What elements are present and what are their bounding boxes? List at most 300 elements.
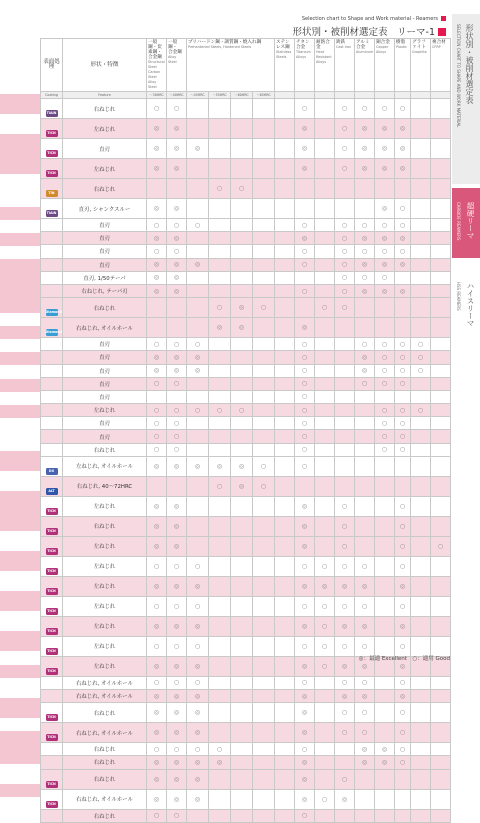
suitability-mark bbox=[355, 476, 375, 496]
suitability-mark: ◎ bbox=[147, 703, 167, 723]
suitability-mark bbox=[411, 119, 431, 139]
coating-badge-icon: Diamond bbox=[45, 330, 62, 335]
coating-cell bbox=[41, 271, 63, 284]
suitability-mark: ○ bbox=[395, 496, 411, 516]
suitability-mark bbox=[411, 556, 431, 576]
suitability-mark bbox=[375, 789, 395, 809]
suitability-mark bbox=[375, 456, 395, 476]
suitability-mark bbox=[431, 179, 451, 199]
suitability-mark: ◎ bbox=[187, 656, 209, 676]
suitability-mark bbox=[187, 430, 209, 443]
suitability-mark: ○ bbox=[355, 271, 375, 284]
suitability-mark: ◎ bbox=[187, 139, 209, 159]
pink-row-band bbox=[0, 293, 40, 313]
suitability-mark: ◎ bbox=[209, 318, 231, 338]
suitability-mark bbox=[431, 318, 451, 338]
coating-cell bbox=[41, 404, 63, 417]
suitability-mark: ○ bbox=[295, 99, 315, 119]
feature-cell: 左ねじれ, オイルホール bbox=[63, 456, 147, 476]
suitability-mark bbox=[231, 159, 253, 179]
suitability-mark bbox=[231, 809, 253, 822]
table-row bbox=[41, 576, 451, 596]
suitability-mark bbox=[295, 298, 315, 318]
coating-cell bbox=[41, 536, 63, 556]
suitability-mark: ◎ bbox=[167, 576, 187, 596]
suitability-mark bbox=[335, 318, 355, 338]
coating-badge-icon: TiCN bbox=[47, 548, 56, 553]
suitability-mark: ◎ bbox=[355, 756, 375, 769]
suitability-mark: ○ bbox=[147, 596, 167, 616]
coating-cell bbox=[41, 119, 63, 139]
suitability-mark: ◎ bbox=[355, 119, 375, 139]
coating-badge-icon: DX bbox=[46, 468, 58, 475]
suitability-mark: ◎ bbox=[147, 616, 167, 636]
coating-badge-icon: Diamond bbox=[45, 310, 62, 315]
group-header-aluminum: アルミ合金 Aluminum bbox=[355, 39, 375, 92]
suitability-mark: ○ bbox=[167, 809, 187, 822]
suitability-mark bbox=[375, 179, 395, 199]
suitability-mark bbox=[275, 430, 295, 443]
suitability-mark: ◎ bbox=[147, 496, 167, 516]
suitability-mark bbox=[231, 364, 253, 377]
feature-cell: 直刃 bbox=[63, 139, 147, 159]
suitability-mark: ○ bbox=[375, 377, 395, 390]
suitability-mark bbox=[253, 443, 275, 456]
suitability-mark: ○ bbox=[395, 99, 411, 119]
coating-cell bbox=[41, 476, 63, 496]
suitability-mark: ◎ bbox=[167, 456, 187, 476]
suitability-mark bbox=[315, 536, 335, 556]
suitability-mark bbox=[431, 723, 451, 743]
suitability-mark bbox=[253, 219, 275, 232]
pink-row-band bbox=[0, 207, 40, 220]
suitability-mark: ○ bbox=[167, 99, 187, 119]
suitability-mark: ○ bbox=[187, 636, 209, 656]
table-row bbox=[41, 390, 451, 403]
suitability-mark bbox=[411, 743, 431, 756]
suitability-mark bbox=[315, 723, 335, 743]
table-row bbox=[41, 179, 451, 199]
suitability-mark bbox=[315, 284, 335, 297]
coating-cell bbox=[41, 364, 63, 377]
suitability-mark bbox=[431, 676, 451, 689]
suitability-mark: ○ bbox=[395, 516, 411, 536]
table-row bbox=[41, 119, 451, 139]
suitability-mark bbox=[209, 139, 231, 159]
suitability-mark: ○ bbox=[395, 636, 411, 656]
suitability-mark bbox=[209, 789, 231, 809]
suitability-mark bbox=[275, 576, 295, 596]
suitability-mark bbox=[209, 723, 231, 743]
group-header-cast-iron: 鋳鉄 Cast Iron bbox=[335, 39, 355, 92]
table-row bbox=[41, 199, 451, 219]
suitability-mark: ◎ bbox=[395, 656, 411, 676]
suitability-mark: ◎ bbox=[335, 616, 355, 636]
suitability-mark: ◎ bbox=[355, 139, 375, 159]
suitability-mark bbox=[253, 576, 275, 596]
coating-cell bbox=[41, 99, 63, 119]
suitability-mark bbox=[411, 232, 431, 245]
suitability-mark bbox=[411, 789, 431, 809]
suitability-mark bbox=[275, 258, 295, 271]
feature-cell: 右ねじれ bbox=[63, 516, 147, 536]
suitability-mark bbox=[147, 179, 167, 199]
table-row bbox=[41, 476, 451, 496]
suitability-mark: ◎ bbox=[187, 703, 209, 723]
suitability-mark: ○ bbox=[295, 456, 315, 476]
suitability-mark bbox=[253, 516, 275, 536]
suitability-mark bbox=[209, 516, 231, 536]
suitability-mark: ◎ bbox=[355, 351, 375, 364]
suitability-mark: ○ bbox=[335, 596, 355, 616]
suitability-mark bbox=[253, 159, 275, 179]
feature-cell: 左ねじれ bbox=[63, 576, 147, 596]
suitability-mark: ○ bbox=[335, 284, 355, 297]
suitability-mark bbox=[231, 377, 253, 390]
suitability-mark: ◎ bbox=[167, 723, 187, 743]
suitability-mark bbox=[253, 404, 275, 417]
suitability-mark: ◎ bbox=[355, 284, 375, 297]
suitability-mark: ○ bbox=[395, 756, 411, 769]
suitability-mark: ◎ bbox=[147, 119, 167, 139]
suitability-mark: ○ bbox=[375, 245, 395, 258]
coating-badge-icon: TiAlN bbox=[46, 111, 57, 115]
suitability-mark bbox=[411, 596, 431, 616]
suitability-mark bbox=[187, 284, 209, 297]
suitability-mark bbox=[411, 516, 431, 536]
suitability-mark: ○ bbox=[167, 404, 187, 417]
suitability-mark: ○ bbox=[375, 417, 395, 430]
suitability-mark bbox=[355, 496, 375, 516]
hardness-65: 〜65HRC bbox=[253, 92, 275, 99]
suitability-mark bbox=[315, 258, 335, 271]
suitability-mark bbox=[231, 417, 253, 430]
suitability-mark bbox=[253, 318, 275, 338]
suitability-mark bbox=[411, 179, 431, 199]
suitability-mark bbox=[295, 271, 315, 284]
suitability-mark: ○ bbox=[395, 723, 411, 743]
suitability-mark bbox=[315, 417, 335, 430]
side-tab-hss-reamers[interactable] bbox=[452, 266, 480, 336]
suitability-mark bbox=[275, 318, 295, 338]
suitability-mark: ◎ bbox=[147, 271, 167, 284]
coating-cell bbox=[41, 596, 63, 616]
table-row bbox=[41, 536, 451, 556]
suitability-mark: ◎ bbox=[209, 756, 231, 769]
feature-cell: 右ねじれ bbox=[63, 99, 147, 119]
suitability-mark: ○ bbox=[295, 364, 315, 377]
suitability-mark bbox=[375, 723, 395, 743]
suitability-mark: ○ bbox=[167, 676, 187, 689]
pink-row-band bbox=[0, 698, 40, 718]
suitability-mark: ◎ bbox=[147, 139, 167, 159]
suitability-mark: ◎ bbox=[295, 756, 315, 769]
suitability-mark bbox=[411, 199, 431, 219]
suitability-mark bbox=[315, 516, 335, 536]
suitability-mark: ○ bbox=[147, 404, 167, 417]
suitability-mark bbox=[375, 809, 395, 822]
side-tab-carbide-reamers[interactable] bbox=[452, 188, 480, 258]
suitability-mark: ◎ bbox=[395, 139, 411, 159]
pink-row-band bbox=[0, 784, 40, 797]
suitability-mark bbox=[395, 789, 411, 809]
suitability-mark bbox=[231, 596, 253, 616]
suitability-mark bbox=[411, 616, 431, 636]
suitability-mark bbox=[411, 159, 431, 179]
suitability-mark bbox=[209, 430, 231, 443]
suitability-mark bbox=[431, 596, 451, 616]
pink-row-band bbox=[0, 491, 40, 511]
suitability-mark: ◎ bbox=[295, 576, 315, 596]
suitability-mark bbox=[209, 769, 231, 789]
suitability-mark bbox=[431, 364, 451, 377]
suitability-mark: ○ bbox=[167, 245, 187, 258]
pink-row-band bbox=[0, 451, 40, 471]
suitability-mark bbox=[253, 351, 275, 364]
suitability-mark bbox=[411, 258, 431, 271]
coating-cell bbox=[41, 676, 63, 689]
suitability-mark bbox=[375, 476, 395, 496]
coating-cell bbox=[41, 809, 63, 822]
suitability-mark bbox=[411, 430, 431, 443]
suitability-mark: ○ bbox=[295, 556, 315, 576]
side-tab-selection-chart[interactable] bbox=[452, 14, 480, 184]
suitability-mark bbox=[431, 159, 451, 179]
suitability-mark bbox=[231, 789, 253, 809]
feature-cell: 右ねじれ bbox=[63, 743, 147, 756]
suitability-mark: ◎ bbox=[147, 723, 167, 743]
suitability-mark bbox=[253, 690, 275, 703]
suitability-mark bbox=[209, 703, 231, 723]
suitability-mark bbox=[335, 364, 355, 377]
suitability-mark: ○ bbox=[167, 556, 187, 576]
suitability-mark bbox=[275, 703, 295, 723]
suitability-mark bbox=[231, 636, 253, 656]
feature-cell: 右ねじれ bbox=[63, 756, 147, 769]
suitability-mark: ○ bbox=[147, 809, 167, 822]
suitability-mark bbox=[275, 377, 295, 390]
suitability-mark bbox=[315, 338, 335, 351]
suitability-mark: ◎ bbox=[375, 756, 395, 769]
suitability-mark: ○ bbox=[295, 743, 315, 756]
suitability-mark bbox=[395, 769, 411, 789]
coating-cell bbox=[41, 756, 63, 769]
suitability-mark bbox=[375, 298, 395, 318]
suitability-mark bbox=[275, 596, 295, 616]
suitability-mark bbox=[209, 809, 231, 822]
table-row bbox=[41, 364, 451, 377]
coating-badge-icon: TiCN bbox=[47, 608, 56, 613]
suitability-mark: ○ bbox=[315, 298, 335, 318]
suitability-mark bbox=[187, 199, 209, 219]
suitability-mark: ○ bbox=[295, 284, 315, 297]
table-row bbox=[41, 219, 451, 232]
suitability-mark: ◎ bbox=[147, 536, 167, 556]
suitability-mark bbox=[275, 338, 295, 351]
suitability-mark: ◎ bbox=[167, 119, 187, 139]
hardness-60: 〜60HRC bbox=[231, 92, 253, 99]
feature-cell: 左ねじれ bbox=[63, 656, 147, 676]
hardness-45: 〜45HRC bbox=[187, 92, 209, 99]
suitability-mark: ◎ bbox=[295, 723, 315, 743]
suitability-mark bbox=[431, 690, 451, 703]
suitability-mark bbox=[275, 756, 295, 769]
suitability-mark bbox=[253, 723, 275, 743]
suitability-mark bbox=[275, 390, 295, 403]
suitability-mark: ◎ bbox=[231, 318, 253, 338]
suitability-mark bbox=[253, 656, 275, 676]
suitability-mark: ○ bbox=[395, 351, 411, 364]
suitability-mark bbox=[253, 703, 275, 723]
coating-badge-icon: TiCN bbox=[47, 648, 56, 653]
coating-cell bbox=[41, 430, 63, 443]
group-header-stainless: ステンレス鋼 Stainless Steels bbox=[275, 39, 295, 92]
side-tab-label-jp: 形状別・被削材選定表 bbox=[465, 24, 474, 104]
suitability-mark bbox=[253, 789, 275, 809]
suitability-mark bbox=[187, 318, 209, 338]
feature-cell: 左ねじれ bbox=[63, 596, 147, 616]
suitability-mark: ○ bbox=[395, 199, 411, 219]
suitability-mark bbox=[147, 318, 167, 338]
coating-badge-icon: TiCN bbox=[47, 668, 56, 673]
suitability-mark: ○ bbox=[395, 596, 411, 616]
suitability-mark: ○ bbox=[335, 245, 355, 258]
suitability-mark bbox=[275, 219, 295, 232]
coating-cell bbox=[41, 318, 63, 338]
suitability-mark: ◎ bbox=[355, 656, 375, 676]
suitability-mark: ◎ bbox=[295, 159, 315, 179]
suitability-mark bbox=[275, 159, 295, 179]
suitability-mark bbox=[431, 743, 451, 756]
suitability-mark bbox=[315, 232, 335, 245]
suitability-mark: ◎ bbox=[167, 159, 187, 179]
suitability-mark: ○ bbox=[335, 119, 355, 139]
coating-cell bbox=[41, 298, 63, 318]
title-marker-icon bbox=[438, 28, 446, 36]
suitability-mark: ○ bbox=[295, 443, 315, 456]
suitability-mark: ○ bbox=[431, 536, 451, 556]
suitability-mark bbox=[231, 219, 253, 232]
suitability-mark bbox=[253, 139, 275, 159]
suitability-mark bbox=[355, 809, 375, 822]
suitability-mark: ○ bbox=[187, 338, 209, 351]
suitability-mark bbox=[275, 139, 295, 159]
suitability-mark bbox=[411, 417, 431, 430]
suitability-mark bbox=[253, 676, 275, 689]
legend bbox=[300, 654, 450, 662]
suitability-mark: ○ bbox=[209, 298, 231, 318]
suitability-mark: ◎ bbox=[355, 576, 375, 596]
suitability-mark bbox=[253, 536, 275, 556]
suitability-mark: ○ bbox=[315, 636, 335, 656]
suitability-mark bbox=[253, 390, 275, 403]
suitability-mark bbox=[431, 443, 451, 456]
feature-cell: 右ねじれ, オイルホール bbox=[63, 723, 147, 743]
suitability-mark bbox=[275, 417, 295, 430]
suitability-mark bbox=[253, 556, 275, 576]
suitability-mark bbox=[315, 496, 335, 516]
suitability-mark: ○ bbox=[209, 404, 231, 417]
suitability-mark: ○ bbox=[295, 809, 315, 822]
coating-cell bbox=[41, 576, 63, 596]
suitability-mark bbox=[167, 179, 187, 199]
suitability-mark: ◎ bbox=[355, 364, 375, 377]
suitability-mark: ◎ bbox=[147, 258, 167, 271]
suitability-mark bbox=[431, 430, 451, 443]
suitability-mark bbox=[315, 318, 335, 338]
suitability-mark bbox=[315, 456, 335, 476]
suitability-mark bbox=[253, 258, 275, 271]
suitability-mark bbox=[147, 298, 167, 318]
suitability-mark bbox=[209, 119, 231, 139]
suitability-mark bbox=[231, 556, 253, 576]
suitability-mark bbox=[355, 417, 375, 430]
suitability-mark: ◎ bbox=[335, 576, 355, 596]
table-row bbox=[41, 404, 451, 417]
suitability-mark bbox=[231, 756, 253, 769]
suitability-mark bbox=[231, 656, 253, 676]
coating-badge-icon: TiCN bbox=[47, 171, 56, 175]
suitability-mark bbox=[167, 476, 187, 496]
coating-cell bbox=[41, 690, 63, 703]
suitability-mark: ○ bbox=[411, 351, 431, 364]
suitability-mark bbox=[411, 576, 431, 596]
suitability-mark bbox=[187, 536, 209, 556]
pink-row-band bbox=[0, 352, 40, 365]
suitability-mark: ○ bbox=[167, 443, 187, 456]
suitability-mark bbox=[209, 536, 231, 556]
suitability-mark: ○ bbox=[147, 430, 167, 443]
suitability-mark bbox=[187, 119, 209, 139]
coating-cell bbox=[41, 139, 63, 159]
coating-badge-icon: TiCN bbox=[47, 801, 56, 806]
suitability-mark bbox=[253, 179, 275, 199]
suitability-mark: ○ bbox=[335, 769, 355, 789]
suitability-mark bbox=[431, 377, 451, 390]
suitability-mark bbox=[253, 99, 275, 119]
suitability-mark bbox=[315, 271, 335, 284]
suitability-mark: ◎ bbox=[231, 298, 253, 318]
suitability-mark: ○ bbox=[375, 364, 395, 377]
suitability-mark: ○ bbox=[295, 596, 315, 616]
feature-cell: 直刃 bbox=[63, 219, 147, 232]
coating-cell bbox=[41, 377, 63, 390]
suitability-mark: ◎ bbox=[335, 789, 355, 809]
suitability-mark bbox=[395, 318, 411, 338]
suitability-mark: ○ bbox=[187, 404, 209, 417]
suitability-mark bbox=[315, 476, 335, 496]
suitability-mark: ◎ bbox=[187, 351, 209, 364]
suitability-mark bbox=[231, 199, 253, 219]
suitability-mark bbox=[209, 271, 231, 284]
suitability-mark bbox=[253, 636, 275, 656]
suitability-mark: ○ bbox=[295, 430, 315, 443]
coating-cell bbox=[41, 616, 63, 636]
suitability-mark bbox=[431, 298, 451, 318]
suitability-mark bbox=[275, 556, 295, 576]
suitability-mark: ○ bbox=[395, 338, 411, 351]
suitability-mark bbox=[315, 743, 335, 756]
suitability-mark bbox=[411, 245, 431, 258]
suitability-mark bbox=[253, 756, 275, 769]
coating-badge-icon: TiCN bbox=[47, 781, 56, 786]
table-row bbox=[41, 338, 451, 351]
suitability-mark: ○ bbox=[375, 351, 395, 364]
suitability-mark: ○ bbox=[147, 245, 167, 258]
suitability-mark bbox=[335, 809, 355, 822]
suitability-mark: ○ bbox=[375, 430, 395, 443]
suitability-mark bbox=[275, 476, 295, 496]
